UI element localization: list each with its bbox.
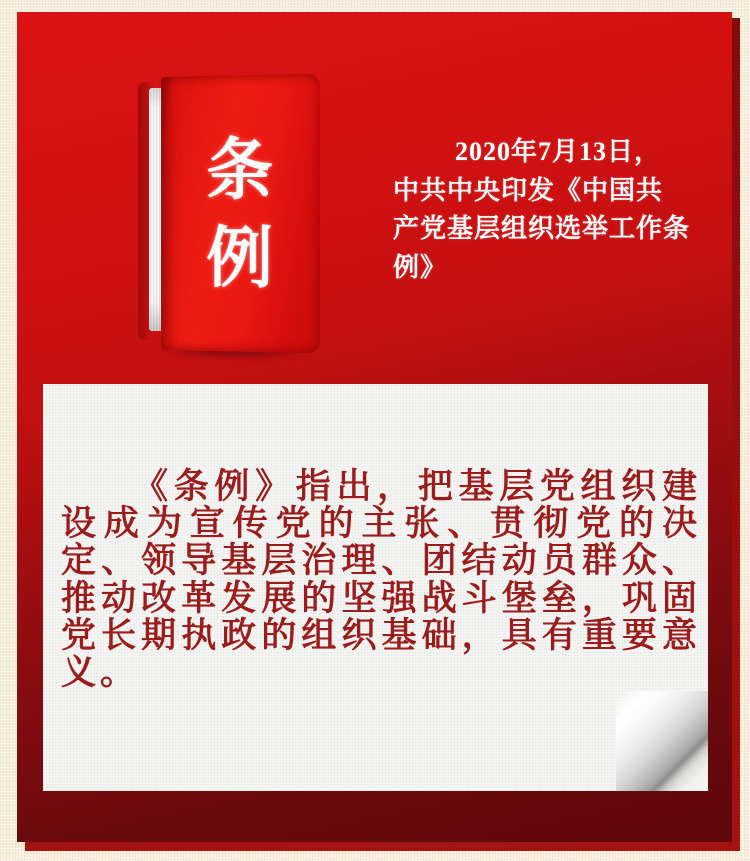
red-panel: [17, 12, 732, 842]
book-cover-char: 例: [206, 220, 274, 296]
quote-card: [43, 384, 708, 791]
book-cover-title: [161, 74, 320, 304]
intro-line: 2020年7月13日，: [455, 137, 662, 166]
intro-line: 产党基层组织选举工作条: [393, 214, 691, 243]
book-front-cover: [161, 74, 320, 354]
quote-line: 义。: [61, 653, 140, 693]
intro-text: [393, 133, 713, 287]
book-cover-char: 条: [206, 131, 274, 207]
quote-line: 推动改革发展的坚强战斗堡垒，巩固: [61, 578, 701, 618]
page-curl: [616, 691, 708, 791]
quote-line: 定、领导基层治理、团结动员群众、: [61, 541, 701, 581]
intro-line: 例》: [393, 252, 448, 282]
quote-line: 《条例》指出，把基层党组织建: [133, 467, 701, 506]
intro-line: 中共中央印发《中国共: [393, 175, 664, 205]
book-illustration: [138, 75, 348, 375]
quote-text: [61, 468, 701, 691]
quote-line: 设成为宣传党的主张、贯彻党的决: [61, 504, 701, 544]
quote-line: 党长期执政的组织基础，具有重要意: [61, 615, 701, 655]
